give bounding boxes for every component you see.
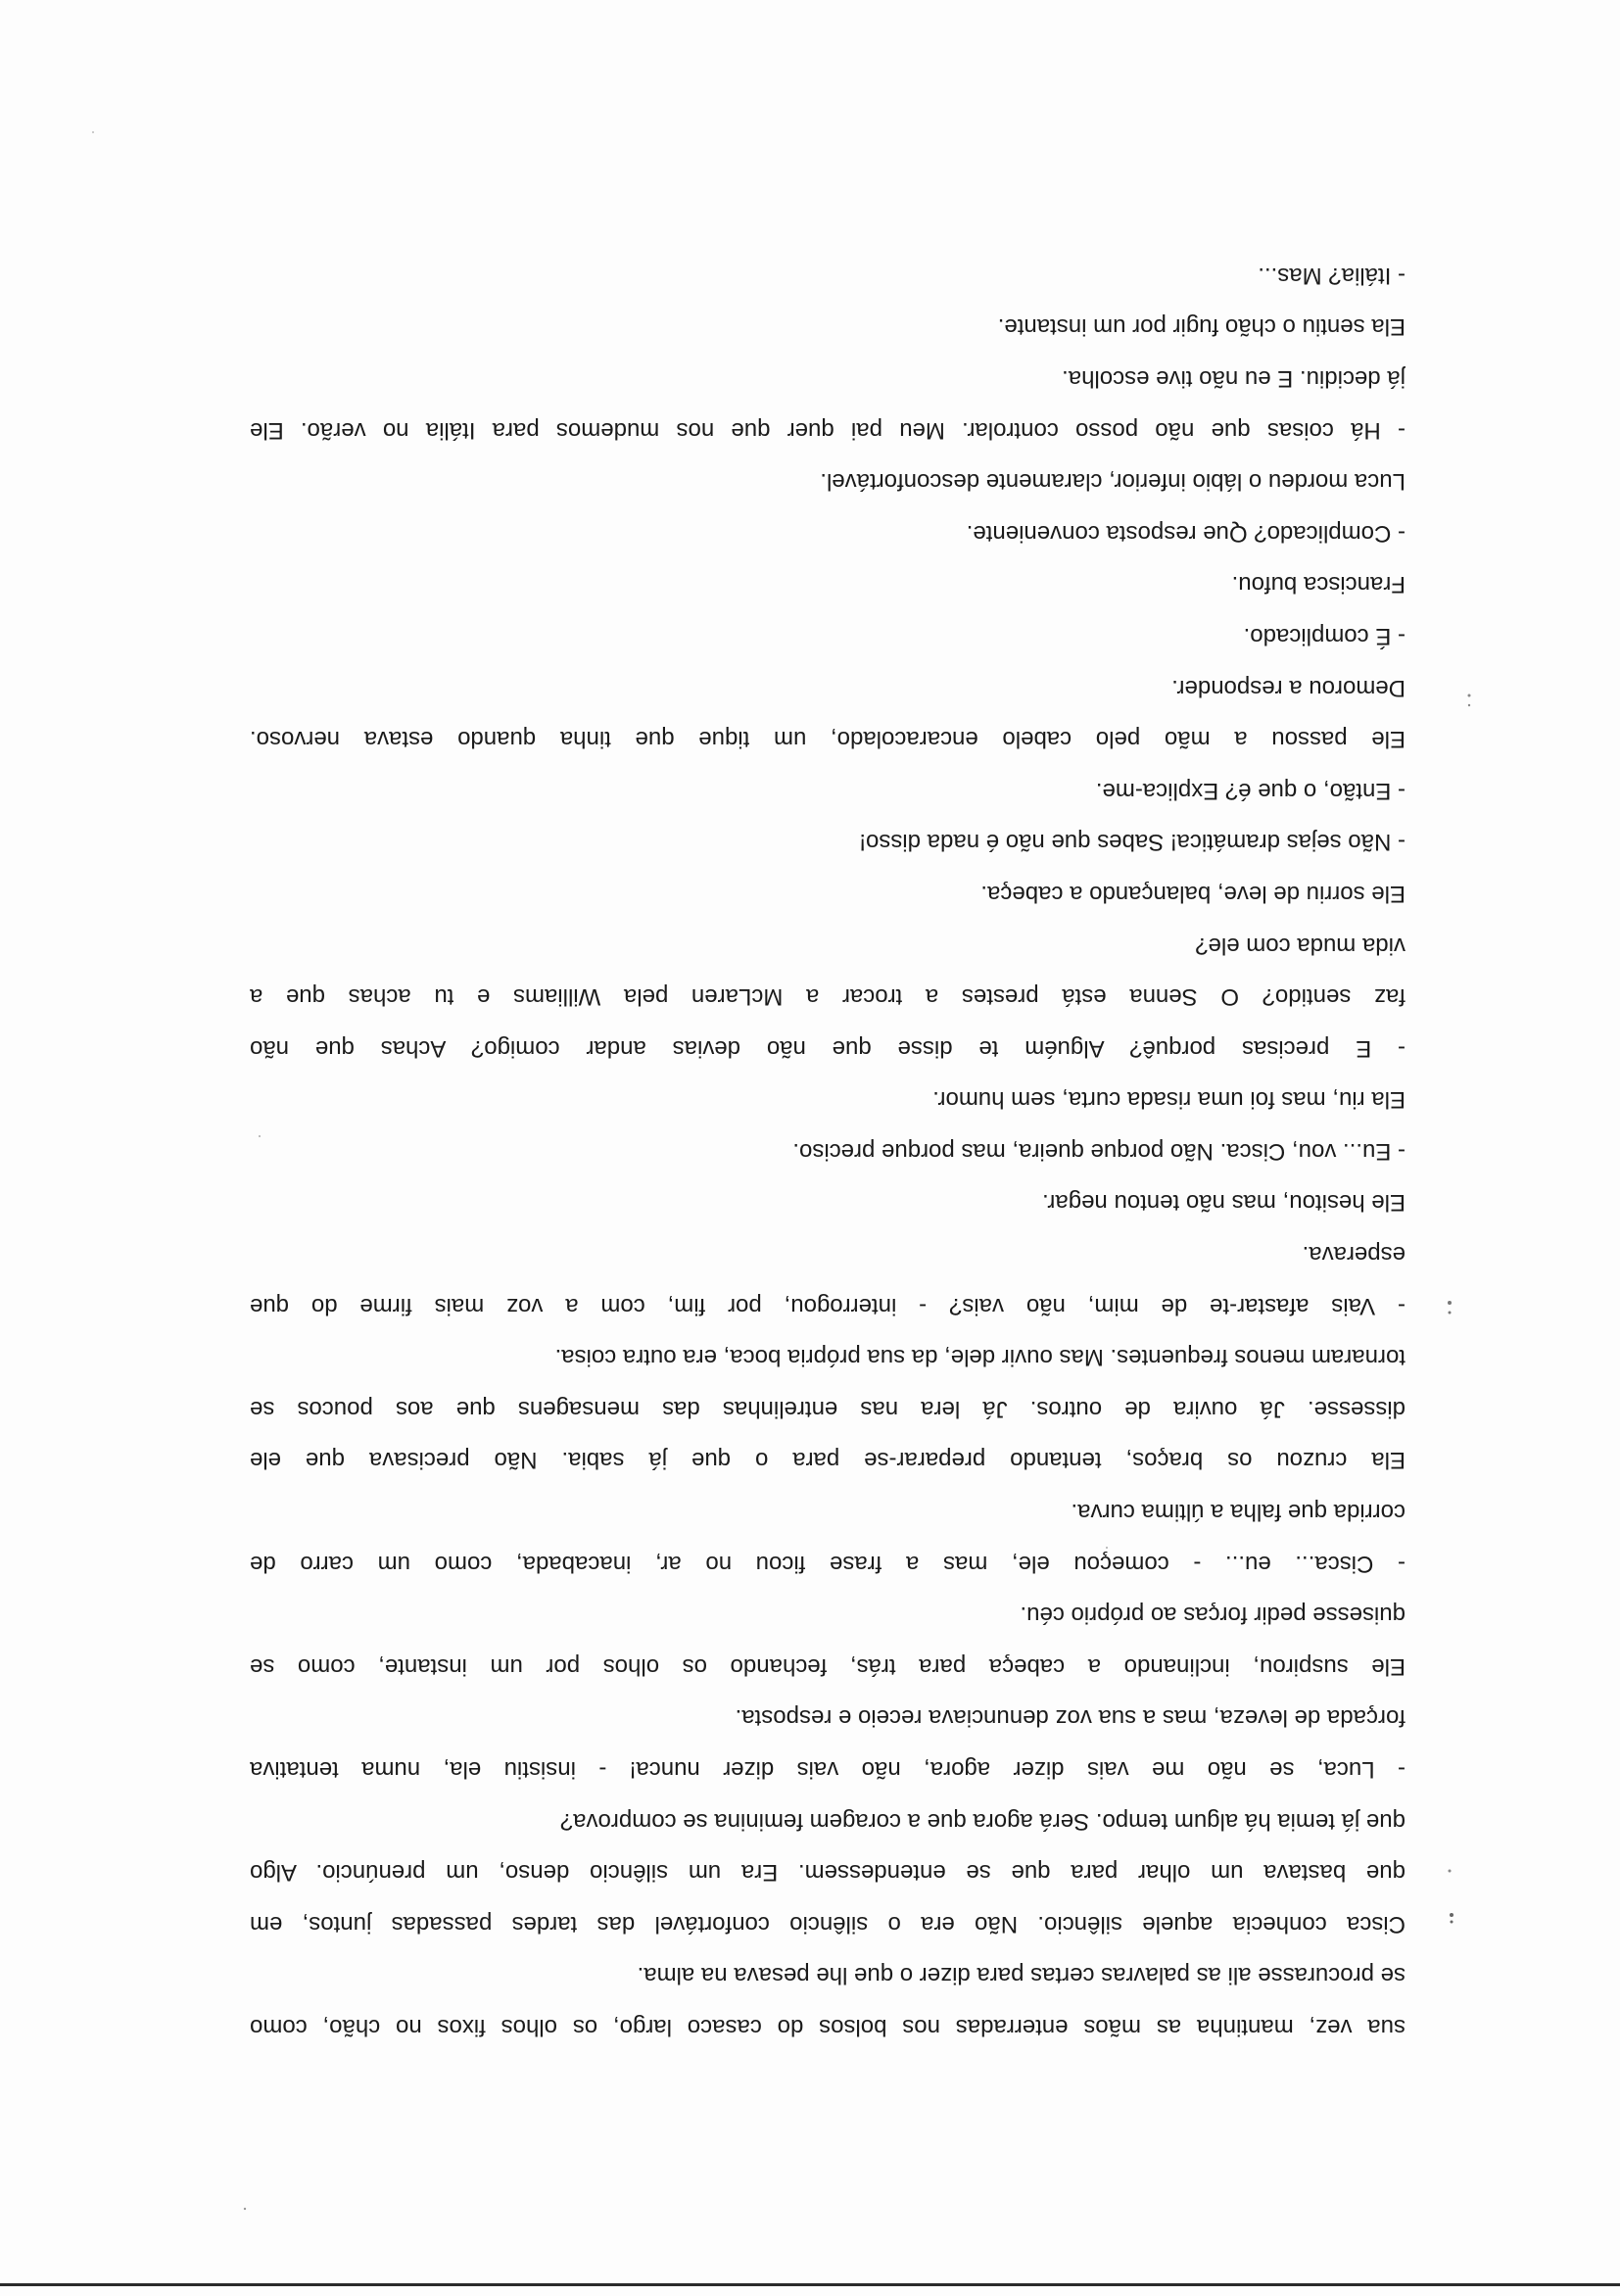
text-line: quisesse pedir forças ao próprio céu.	[1020, 1602, 1406, 1629]
text-line: corrida que falha a última curva.	[1071, 1499, 1406, 1526]
text-line: - E precisas porquê? Alguém te disse que não devias andar comigo? Achas que não	[250, 1034, 1406, 1062]
text-line: - Então, o que é? Explica-me.	[1095, 777, 1406, 804]
text-line: - Cisca... eu... - começou ele, mas a frase ficou no ar, inacabada, como um carro de	[250, 1550, 1406, 1577]
text-line: forçada de leveza, mas a sua voz denunciava receio e resposta.	[735, 1704, 1406, 1732]
text-line: - Não sejas dramática! Sabes que não é nada disso!	[859, 829, 1406, 856]
text-line: Francisca bufou.	[1231, 571, 1406, 598]
page-bottom-edge	[0, 2283, 1620, 2286]
text-line: Ele suspirou, inclinando a cabeça para trás, fechando os olhos por um instante, como se	[250, 1652, 1406, 1680]
text-line: - É complicado.	[1243, 622, 1406, 649]
text-line: Demorou a responder.	[1171, 674, 1406, 701]
text-line: - Itália? Mas...	[1258, 262, 1406, 289]
text-line: - Complicado? Que resposta conveniente.	[966, 519, 1406, 547]
text-line: dissesse. Já ouvira de outros. Já lera nas entrelinhas das mensagens que aos poucos se	[250, 1395, 1406, 1422]
text-line: se procurasse ali as palavras certas para dizer o que lhe pesava na alma.	[637, 1962, 1406, 1989]
text-line: Ela riu, mas foi uma risada curta, sem humor.	[932, 1086, 1406, 1114]
body-text	[250, 191, 1406, 2052]
text-line: Ela sentiu o chão fugir por um instante.	[997, 313, 1406, 341]
text-line: faz sentido? O Senna está prestes a trocar a McLaren pela Williams e tu achas que a	[250, 983, 1406, 1011]
text-line: Ele hesitou, mas não tentou negar.	[1042, 1189, 1406, 1217]
text-line: esperava.	[1302, 1241, 1406, 1268]
text-line: - Vais afastar-te de mim, não vais? - interrogou, por fim, com a voz mais firme do que	[250, 1292, 1406, 1319]
text-line: Cisca conhecia aquele silêncio. Não era o silêncio confortável das tardes passadas juntos, em	[250, 1910, 1406, 1937]
text-line: já decidiu. E eu não tive escolha.	[1062, 365, 1406, 392]
text-line: sua vez, mantinha as mãos enterradas nos bolsos do casaco largo, os olhos fixos no chão, como	[250, 2014, 1406, 2040]
text-line: Ela cruzou os braços, tentando preparar-se para o que já sabia. Não precisava que ele	[250, 1447, 1406, 1474]
text-line: - Luca, se não me vais dizer agora, não vais dizer nunca! - insistiu ela, numa tentativa	[250, 1756, 1406, 1784]
text-line: - Eu... vou, Cisca. Não porque queira, mas porque preciso.	[792, 1137, 1406, 1165]
text-line: que já temia há algum tempo. Será agora que a coragem feminina se comprova?	[559, 1807, 1406, 1835]
text-line: - Há coisas que não posso controlar. Meu pai quer que nos mudemos para Itália no verão. Ele	[250, 416, 1406, 444]
text-line: Ele passou a mão pelo cabelo encaracolado, um tique que tinha quando estava nervoso.	[250, 726, 1406, 753]
text-line: Luca mordeu o lábio inferior, claramente desconfortável.	[820, 468, 1406, 496]
text-line: Ele sorriu de leve, balançando a cabeça.	[980, 880, 1406, 907]
text-line: vida muda com ele?	[1195, 932, 1406, 959]
text-line: tornaram menos frequentes. Mas ouvir dele, da sua própria boca, era outra coisa.	[554, 1344, 1406, 1371]
text-line: que bastava um olhar para que se entendessem. Era um silêncio denso, um prenúncio. Algo	[250, 1859, 1406, 1887]
